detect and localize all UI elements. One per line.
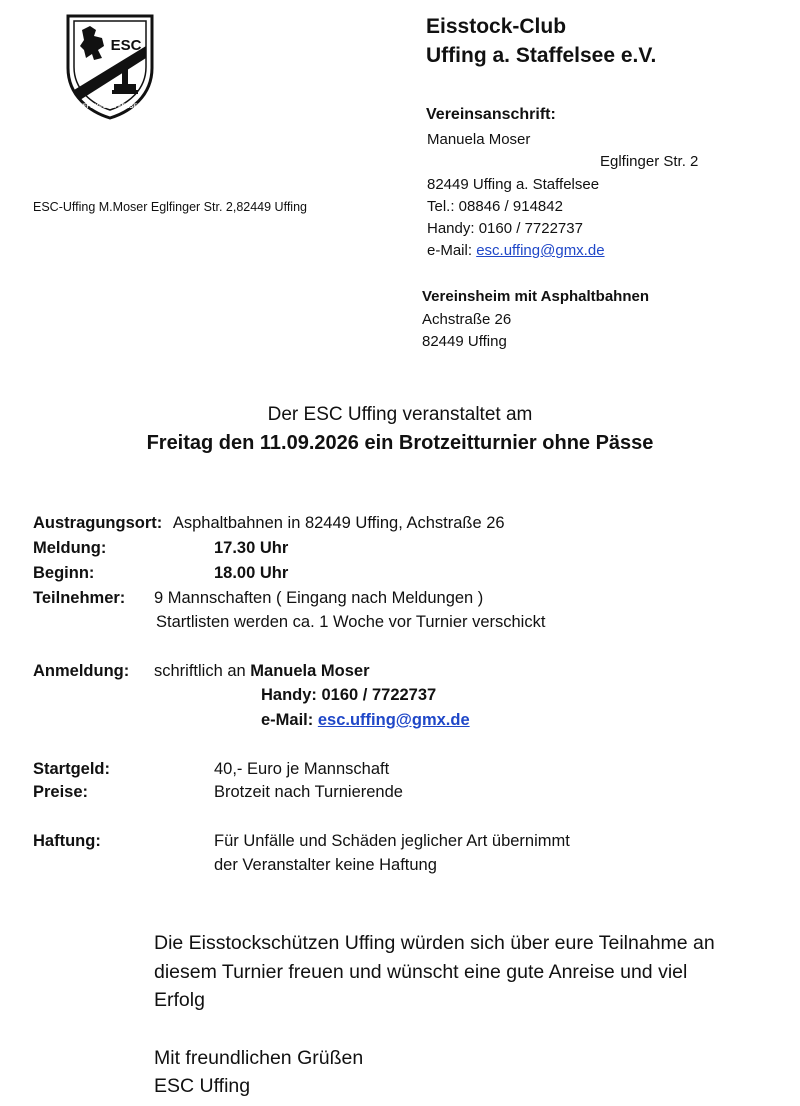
teilnehmer-label: Teilnehmer: — [33, 589, 126, 607]
closing-line3: Erfolg — [154, 989, 205, 1011]
address-city: 82449 Uffing a. Staffelsee — [427, 176, 600, 193]
headline-line2: Freitag den 11.09.2026 ein Brotzeitturnier ohne Pässe — [146, 432, 654, 454]
beginn-label: Beginn: — [33, 564, 95, 582]
club-logo — [62, 10, 158, 122]
address-street: Eglfinger Str. 2 — [600, 153, 699, 170]
club-name — [426, 12, 656, 70]
anmeldung-label: Anmeldung: — [33, 662, 130, 680]
detail-ort — [33, 514, 505, 533]
anmeldung-handy: Handy: 0160 / 7722737 — [261, 686, 437, 704]
anmeldung-prefix: schriftlich an — [154, 662, 246, 680]
teilnehmer-value-1: 9 Mannschaften ( Eingang nach Meldungen ) — [154, 589, 484, 607]
address-email-link[interactable]: esc.uffing@gmx.de — [476, 242, 605, 259]
headline-line1: Der ESC Uffing veranstaltet am — [267, 404, 533, 425]
club-name-line1: Eisstock-Club — [426, 15, 567, 38]
address-handy: Handy: 0160 / 7722737 — [427, 220, 583, 237]
meldung-value: 17.30 Uhr — [214, 539, 289, 557]
haftung-value-1: Für Unfälle und Schäden jeglicher Art übernimmt — [214, 832, 570, 850]
haftung-value-2: der Veranstalter keine Haftung — [214, 856, 437, 874]
startgeld-label: Startgeld: — [33, 760, 111, 778]
club-name-line2: Uffing a. Staffelsee e.V. — [426, 44, 657, 67]
clubhouse-city: 82449 Uffing — [422, 333, 507, 350]
preise-value: Brotzeit nach Turnierende — [214, 783, 403, 801]
clubhouse-label: Vereinsheim mit Asphaltbahnen — [422, 288, 649, 305]
clubhouse-street: Achstraße 26 — [422, 311, 512, 328]
sender-line: ESC-Uffing M.Moser Eglfinger Str. 2,82449 Uffing — [33, 200, 307, 214]
anmeldung-email-prefix: e-Mail: — [261, 711, 314, 729]
anmeldung-email-link[interactable]: esc.uffing@gmx.de — [317, 711, 470, 729]
logo-text: ESC — [110, 37, 142, 54]
logo-ring-text: UFFING-STAFFELSEE — [78, 104, 142, 110]
anmeldung-email-line — [261, 711, 470, 730]
anmeldung-name: Manuela Moser — [250, 662, 370, 680]
beginn-value: 18.00 Uhr — [214, 564, 289, 582]
address-email-prefix: e-Mail: — [427, 242, 473, 259]
address-email-line — [427, 240, 605, 262]
address-name: Manuela Moser — [427, 131, 531, 148]
closing-greeting: Mit freundlichen Grüßen — [154, 1047, 364, 1069]
address-tel: Tel.: 08846 / 914842 — [427, 198, 563, 215]
haftung-label: Haftung: — [33, 832, 101, 850]
closing-signature: ESC Uffing — [154, 1075, 251, 1097]
meldung-label: Meldung: — [33, 539, 107, 557]
teilnehmer-value-2: Startlisten werden ca. 1 Woche vor Turnier verschickt — [156, 613, 546, 631]
ort-label: Austragungsort: — [33, 514, 163, 532]
anmeldung-line — [154, 662, 370, 681]
closing-line1: Die Eisstockschützen Uffing würden sich über eure Teilnahme an — [154, 932, 715, 954]
preise-label: Preise: — [33, 783, 89, 801]
address-label: Vereinsanschrift: — [426, 106, 556, 123]
ort-value: Asphaltbahnen in 82449 Uffing, Achstraße 26 — [172, 514, 505, 532]
closing-line2: diesem Turnier freuen und wünscht eine gute Anreise und viel — [154, 961, 688, 983]
startgeld-value: 40,- Euro je Mannschaft — [214, 760, 390, 778]
